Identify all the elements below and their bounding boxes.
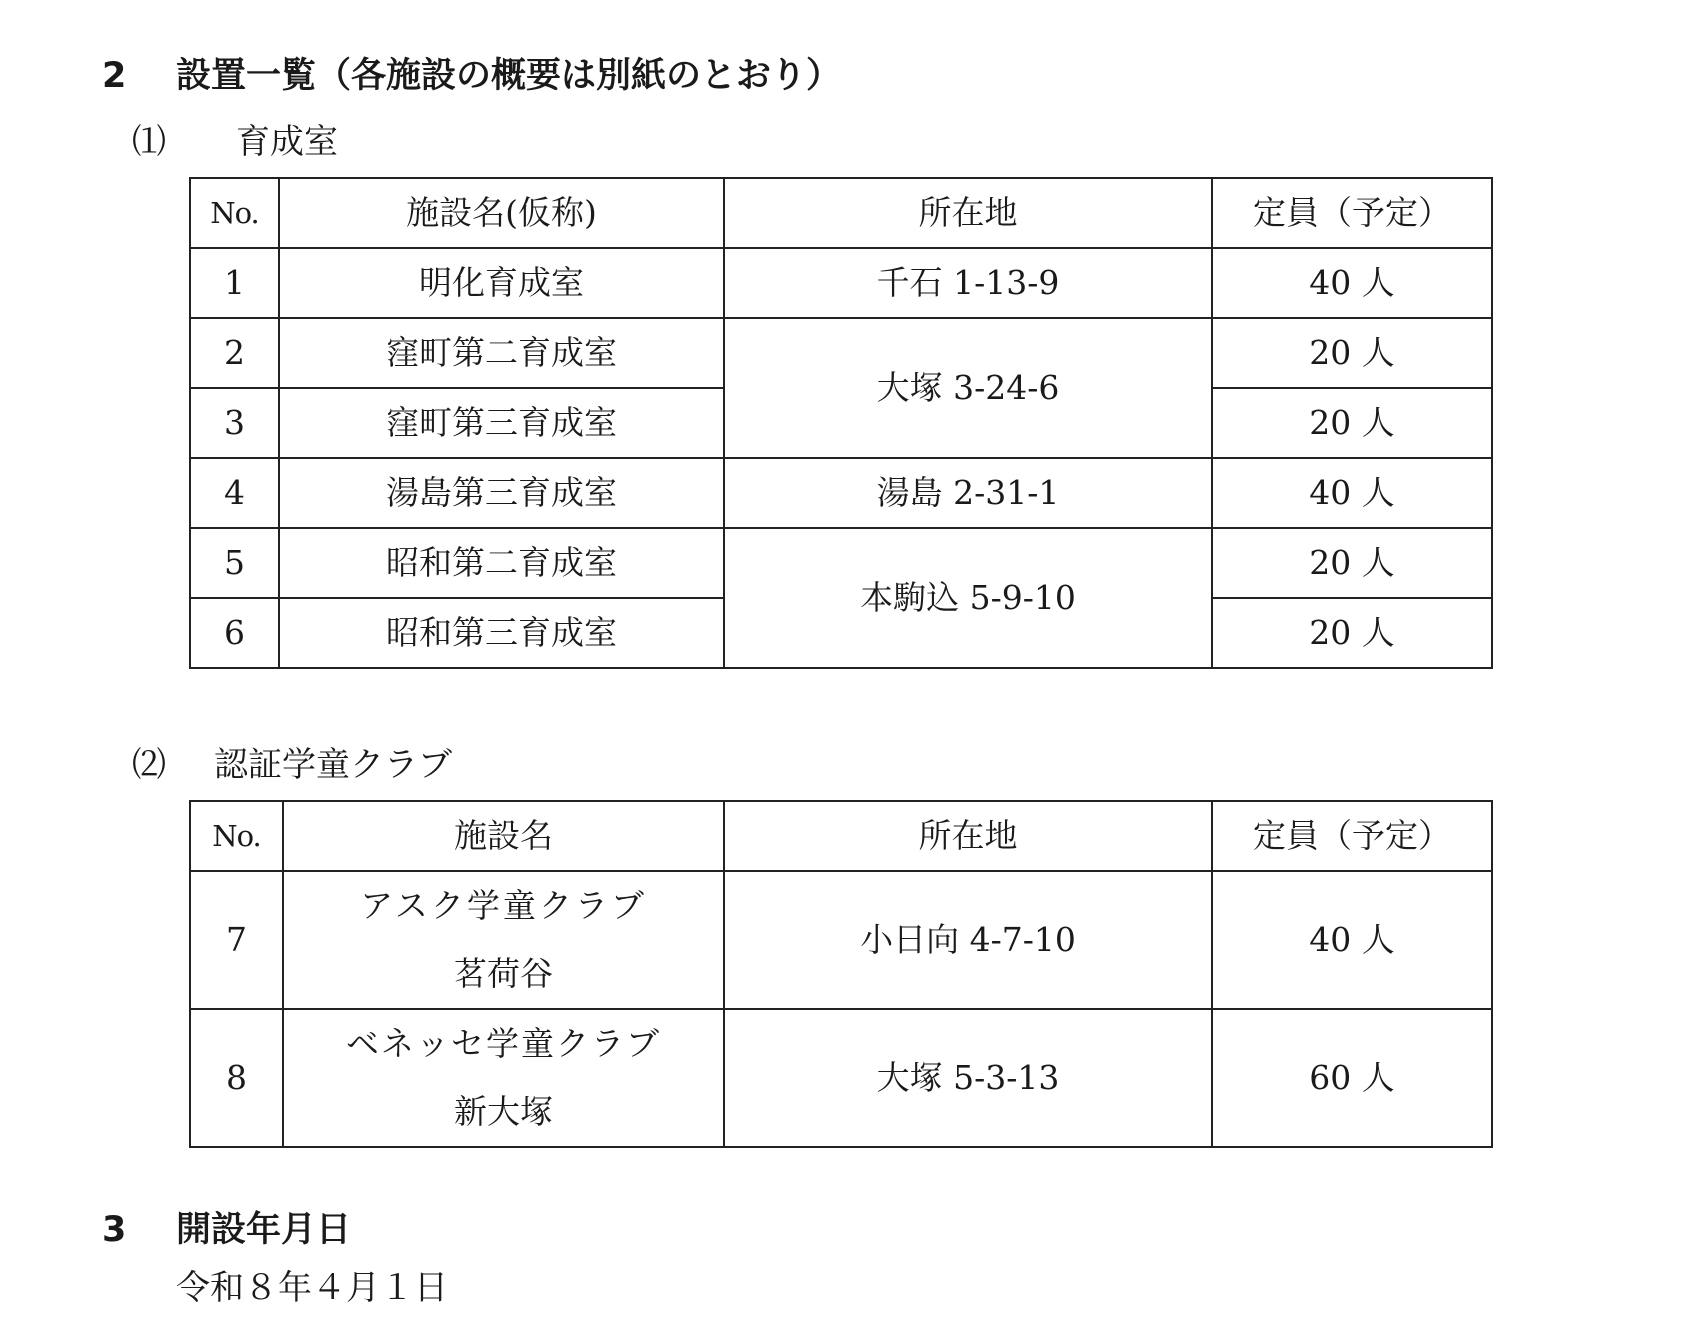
table-row <box>190 528 1492 598</box>
row-name-line1: アスク学童クラブ <box>360 886 647 925</box>
row-capacity: 20 人 <box>1212 598 1492 668</box>
table-row <box>190 871 1492 1009</box>
row-capacity: 20 人 <box>1212 388 1492 458</box>
header-no: No. <box>190 178 279 248</box>
row-no: 8 <box>190 1009 283 1147</box>
header-location: 所在地 <box>724 801 1212 871</box>
subsection-title: 認証学童クラブ <box>214 745 452 785</box>
row-capacity: 40 人 <box>1212 458 1492 528</box>
row-no: 1 <box>190 248 279 318</box>
row-name <box>283 1009 724 1147</box>
section-title: 開設年月日 <box>176 1210 352 1250</box>
ikuseishitsu-table <box>189 177 1493 669</box>
row-name: 明化育成室 <box>279 248 724 318</box>
table-row <box>190 318 1492 388</box>
row-capacity: 40 人 <box>1212 248 1492 318</box>
row-location: 大塚 3-24-6 <box>724 318 1212 458</box>
row-capacity: 40 人 <box>1212 871 1492 1009</box>
gakudo-club-table <box>189 800 1493 1148</box>
subsection-number: ⑵ <box>132 745 166 785</box>
row-location: 小日向 4-7-10 <box>724 871 1212 1009</box>
row-name: 昭和第三育成室 <box>279 598 724 668</box>
subsection-number: ⑴ <box>132 122 166 162</box>
row-name <box>283 871 724 1009</box>
table-row <box>190 458 1492 528</box>
row-no: 6 <box>190 598 279 668</box>
row-capacity: 20 人 <box>1212 528 1492 598</box>
header-capacity: 定員（予定） <box>1212 178 1492 248</box>
row-no: 5 <box>190 528 279 598</box>
row-location: 大塚 5-3-13 <box>724 1009 1212 1147</box>
row-location: 本駒込 5-9-10 <box>724 528 1212 668</box>
row-no: 7 <box>190 871 283 1009</box>
row-name-line2: 新大塚 <box>454 1092 553 1131</box>
header-name: 施設名(仮称) <box>279 178 724 248</box>
header-no: No. <box>190 801 283 871</box>
subsection-1-heading <box>132 120 338 164</box>
table-row <box>190 248 1492 318</box>
row-name-line1: ベネッセ学童クラブ <box>346 1024 661 1063</box>
subsection-title: 育成室 <box>236 122 338 162</box>
section-2-heading <box>102 54 841 98</box>
row-location: 湯島 2-31-1 <box>724 458 1212 528</box>
section-3-heading <box>102 1208 351 1252</box>
row-name-line2: 茗荷谷 <box>454 954 553 993</box>
section-number: 2 <box>102 56 127 96</box>
table-header-row <box>190 178 1492 248</box>
header-location: 所在地 <box>724 178 1212 248</box>
opening-date: 令和８年４月１日 <box>176 1268 448 1308</box>
row-capacity: 60 人 <box>1212 1009 1492 1147</box>
row-name: 湯島第三育成室 <box>279 458 724 528</box>
row-no: 4 <box>190 458 279 528</box>
row-name: 窪町第三育成室 <box>279 388 724 458</box>
table-header-row <box>190 801 1492 871</box>
section-title: 設置一覧（各施設の概要は別紙のとおり） <box>176 56 842 96</box>
header-name: 施設名 <box>283 801 724 871</box>
row-name: 窪町第二育成室 <box>279 318 724 388</box>
row-location: 千石 1-13-9 <box>724 248 1212 318</box>
row-capacity: 20 人 <box>1212 318 1492 388</box>
table-row <box>190 1009 1492 1147</box>
row-name: 昭和第二育成室 <box>279 528 724 598</box>
section-number: 3 <box>102 1210 127 1250</box>
row-no: 2 <box>190 318 279 388</box>
subsection-2-heading <box>132 743 452 787</box>
header-capacity: 定員（予定） <box>1212 801 1492 871</box>
row-no: 3 <box>190 388 279 458</box>
